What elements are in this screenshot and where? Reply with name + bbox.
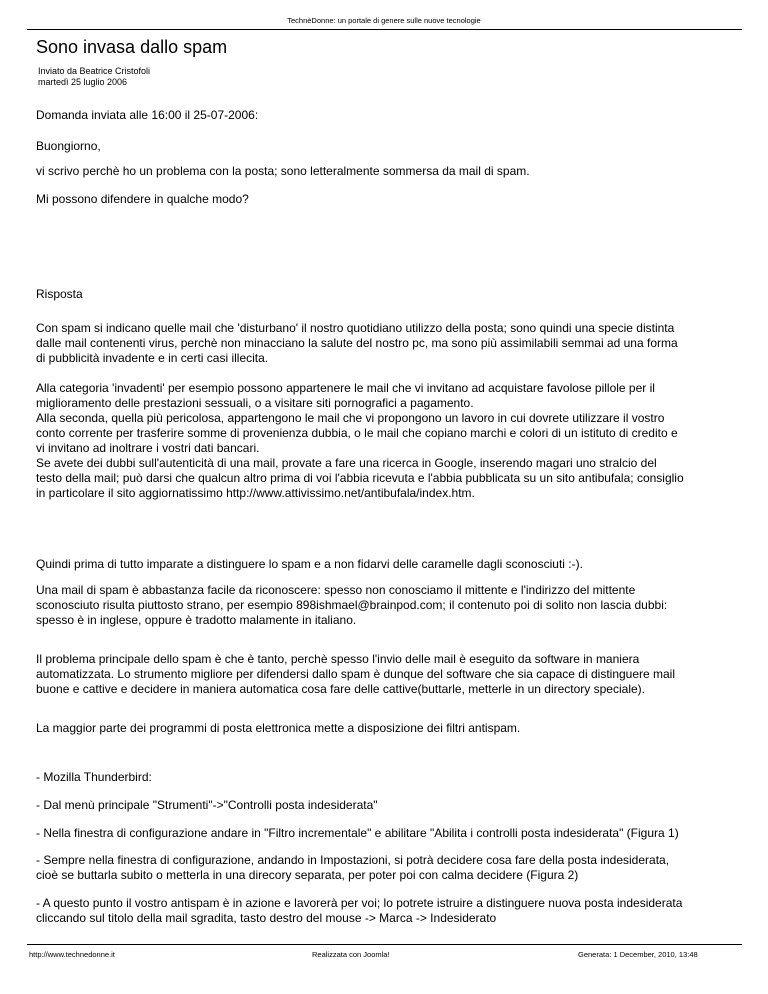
text-line: Alla seconda, quella più pericolosa, appartengono le mail che vi propongono un lavoro in cui dovrete utilizzare il vostro: [36, 411, 665, 425]
footer-credit: Realizzata con Joomla!: [312, 950, 390, 959]
text-line: Alla categoria 'invadenti' per esempio possono appartenere le mail che vi invitano ad acquistare favolose pillole per il: [36, 381, 655, 395]
text-line: in particolare il sito aggiornatissimo http://www.attivissimo.net/antibufala/index.htm.: [36, 486, 475, 500]
answer-paragraph-3: Quindi prima di tutto imparate a distinguere lo spam e a non fidarvi delle caramelle dagli sconosciuti :-).: [36, 557, 583, 571]
thunderbird-step-4: [36, 896, 736, 926]
text-line: buone e cattive e decidere in maniera automatica cosa fare delle cattive(buttarle, metterle in un directory speciale).: [36, 682, 645, 696]
header-divider: [27, 29, 742, 30]
text-line: - Sempre nella finestra di configurazione, andando in Impostazioni, si potrà decidere cosa fare della posta indesiderata,: [36, 853, 670, 867]
thunderbird-step-1: - Dal menù principale "Strumenti"->"Controlli posta indesiderata": [36, 798, 378, 812]
question-intro: Domanda inviata alle 16:00 il 25-07-2006:: [36, 108, 259, 122]
thunderbird-heading: - Mozilla Thunderbird:: [36, 770, 152, 784]
text-line: testo della mail; può darsi che qualcun altro prima di voi l'abbia ricevuta e l'abbia pubblicata su un sito antibufala; consiglio: [36, 471, 684, 485]
text-line: Il problema principale dello spam è che è tanto, perchè spesso l'invio delle mail è eseguito da software in maniera: [36, 652, 640, 666]
author-line: Inviato da Beatrice Cristofoli: [38, 66, 151, 76]
text-line: sconosciuto risulta piuttosto strano, per esempio 898ishmael@brainpod.com; il contenuto poi di solito non lascia dubbi:: [36, 598, 668, 612]
answer-paragraph-6: La maggior parte dei programmi di posta elettronica mette a disposizione dei filtri antispam.: [36, 721, 521, 735]
answer-heading: Risposta: [36, 287, 83, 301]
text-line: miglioramento delle prestazioni sessuali, o a visitare siti pornografici a pagamento.: [36, 396, 474, 410]
answer-paragraph-2: [36, 381, 736, 501]
text-line: Con spam si indicano quelle mail che 'disturbano' il nostro quotidiano utilizzo della posta; sono quindi una specie distinta: [36, 321, 675, 335]
answer-paragraph-4: [36, 583, 736, 628]
thunderbird-step-2: - Nella finestra di configurazione andare in "Filtro incrementale" e abilitare "Abilita i controlli posta indesiderata" (Figura 1): [36, 826, 679, 840]
text-line: automatizzata. Lo strumento migliore per difendersi dallo spam è dunque del software che sia capace di distinguere mail: [36, 667, 676, 681]
text-line: conto corrente per trasferire somme di provenienza dubbia, o le mail che copiano marchi e colori di un istituto di credito e: [36, 426, 678, 440]
text-line: vi invitano ad inoltrare i vostri dati bancari.: [36, 441, 260, 455]
site-header-title: TechnèDonne: un portale di genere sulle nuove tecnologie: [287, 16, 481, 25]
text-line: cliccando sul titolo della mail sgradita, tasto destro del mouse -> Marca -> Indesiderato: [36, 911, 497, 925]
answer-paragraph-1: [36, 321, 736, 366]
footer-generated: Generata: 1 December, 2010, 13:48: [578, 950, 698, 959]
text-line: dalle mail contenenti virus, perchè non minacciano la salute del nostro pc, ma sono più assimilabili semmai ad una forma: [36, 336, 678, 350]
footer-divider: [27, 944, 742, 945]
text-line: spesso è in inglese, oppure è tradotto malamente in italiano.: [36, 613, 357, 627]
text-line: Se avete dei dubbi sull'autenticità di una mail, provate a fare una ricerca in Google, inserendo magari uno stralcio del: [36, 456, 657, 470]
question-ask: Mi possono difendere in qualche modo?: [36, 192, 249, 206]
answer-paragraph-5: [36, 652, 736, 697]
text-line: cioè se buttarla subito o metterla in una direcory separata, per poter poi con calma decidere (Figura 2): [36, 868, 579, 882]
greeting: Buongiorno,: [36, 139, 101, 153]
article-meta: [38, 66, 150, 88]
article-title: Sono invasa dallo spam: [36, 37, 228, 57]
date-line: martedì 25 luglio 2006: [38, 77, 128, 87]
text-line: Una mail di spam è abbastanza facile da riconoscere: spesso non conosciamo il mittente e l'indirizzo del mittente: [36, 583, 636, 597]
text-line: di pubblicità invadente e in certi casi illecita.: [36, 351, 269, 365]
footer-url: http://www.technedonne.it: [29, 950, 115, 959]
text-line: - A questo punto il vostro antispam è in azione e lavorerà per voi; lo potrete istruire a distinguere nuova posta indesiderata: [36, 896, 683, 910]
thunderbird-step-3: [36, 853, 736, 883]
question-body: vi scrivo perchè ho un problema con la posta; sono letteralmente sommersa da mail di spam.: [36, 164, 530, 178]
